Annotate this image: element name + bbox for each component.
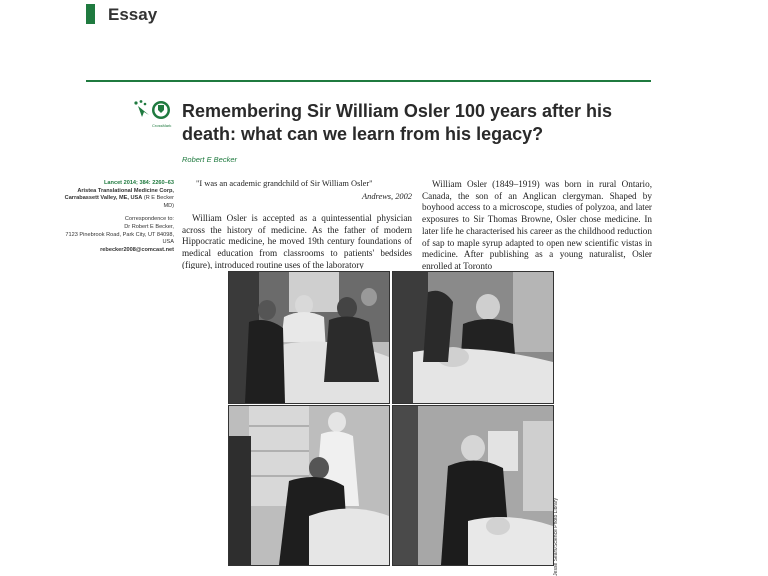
section-marker: [86, 4, 95, 24]
article-author[interactable]: Robert E Becker: [182, 155, 238, 164]
epigraph-quote: "I was an academic grandchild of Sir William Osler": [196, 179, 373, 188]
article-title: Remembering Sir William Osler 100 years after his death: what can we learn from his legacy?: [182, 101, 613, 144]
body-paragraph: William Osler (1849–1919) was born in rural Ontario, Canada, the son of an Anglican clergyman. Shaped by boyhood access to a microscope, studies of polyzoa, and later exposures to Sir Thomas Browne, Osler chose medicine. In later life he characterised his career as the childhood reduction of sap to maple syrup adapted to open new scientific vistas in medicine. After publishing as a young naturalist, Osler enrolled at Toronto: [422, 179, 652, 270]
body-column-right: [422, 179, 652, 270]
correspondence-email[interactable]: rebecker2008@comcast.net: [100, 246, 174, 253]
affiliation: [60, 188, 174, 211]
correspondence-label: Correspondence to:: [124, 216, 174, 223]
body-paragraph: William Osler is accepted as a quintessential physician across the history of medicine. As the father of modern Hippocratic medicine, he moved 19th century foundations of medical education from classrooms to patients' bedsides (figure), introduced routine uses of the laboratory: [182, 213, 412, 269]
figure-photo-4: [392, 405, 554, 566]
figure-photo-1: [228, 271, 390, 404]
correspondence-address: 7123 Pinebrook Road, Park City, UT 84098, USA: [65, 231, 174, 246]
figure-photo-3: [228, 405, 390, 566]
correspondence-name: Dr Robert E Becker,: [124, 223, 174, 230]
header-rule: [86, 80, 651, 82]
affiliation-initials: (R E Becker MD): [142, 195, 174, 209]
crossmark-label: CrossMark: [152, 123, 172, 128]
body-column-left: [182, 213, 412, 269]
journal-citation[interactable]: Lancet 2014; 384: 2260–63: [104, 180, 174, 186]
epigraph: [182, 179, 412, 201]
article-sidebar: [60, 180, 174, 254]
figure-credit: Jesse Sears/Science Photo Library: [553, 498, 559, 576]
epigraph-source: Andrews, 2002: [362, 192, 412, 201]
section-label: Essay: [108, 5, 158, 24]
crossmark-logo[interactable]: [132, 99, 172, 129]
crossmark-icon: [132, 99, 172, 129]
figure-photo-2: [392, 271, 554, 404]
affiliation-name: Aristea Translational Medicine Corp, Carrabassett Valley, ME, USA: [64, 187, 174, 202]
